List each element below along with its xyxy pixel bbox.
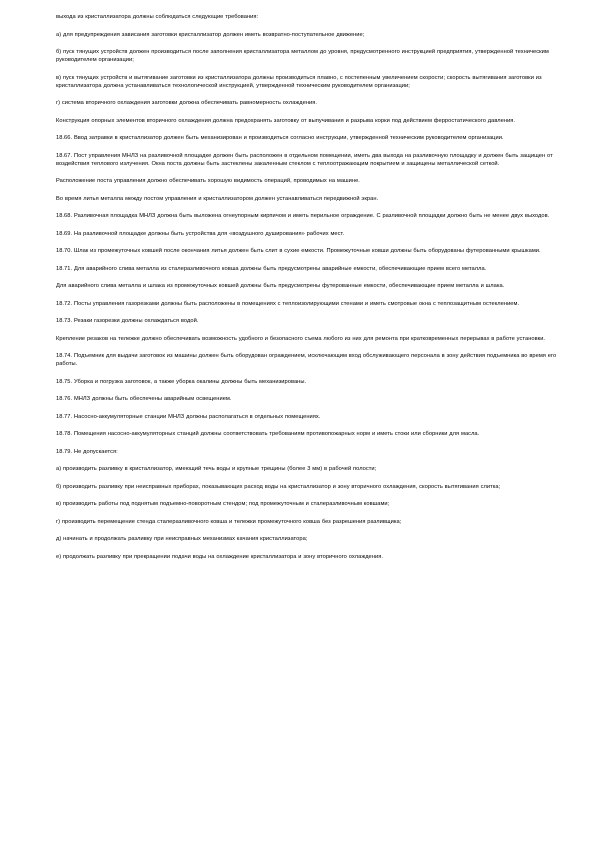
paragraph-continuation: выхода из кристаллизатора должны соблюдаться следующие требования: [56, 14, 259, 20]
paragraph-prohibit-b: б) производить разливку при неисправных приборах, показывающих расход воды на кристаллизатор и зону вторичного охлаждения, скорость вытягивания слитка; [56, 483, 501, 490]
paragraph-prohibit-g: г) производить перемещение стенда сталеразливочного ковша и тележки промежуточного ковша без разрешения разливщика; [56, 518, 402, 525]
paragraph-18-75: 18.75. Уборка и погрузка заготовок, а также уборка окалины должны быть механизированы. [56, 378, 307, 385]
paragraph-18-73: 18.73. Резаки газорезки должны охлаждаться водой. [56, 318, 199, 324]
paragraph-18-72: 18.72. Посты управления газорезками должны быть расположены в помещениях с теплоизолирующими стенами и иметь смотровые окна с теплозащитным остеклением. [56, 300, 520, 307]
paragraph-18-77: 18.77. Насосно-аккумуляторные станции МНЛЗ должны располагаться в отдельных помещениях. [56, 413, 321, 420]
paragraph-screen: Во время литья металла между постом управления и кристаллизатором должен устанавливаться передвижной экран. [56, 195, 379, 202]
paragraph-18-67: 18.67. Пост управления МНЛЗ на разливочной площадке должен быть расположен в отдельном помещении, иметь два выхода на разливочную площадку и должен быть защищен от воздействия теплового излучения. Окна поста должны быть застеклены закаленным стеклом с теплоотражающим покрытием и защищены металлической сеткой. [56, 152, 553, 167]
paragraph-item-v: в) пуск тянущих устройств и вытягивание заготовки из кристаллизатора должны производиться плавно, с постепенным увеличением скорости; скорость вытягивания заготовки из кристаллизатора должна устанавливаться технологической инструкцией, утвержденной техническим руководителем организации; [56, 74, 542, 89]
paragraph-post-visibility: Расположение поста управления должно обеспечивать хорошую видимость операций, проводимых на машине. [56, 178, 360, 184]
paragraph-prohibit-d: д) начинать и продолжать разливку при неисправных механизмах качания кристаллизатора; [56, 536, 308, 542]
paragraph-18-76: 18.76. МНЛЗ должны быть обеспечены аварийным освещением. [56, 396, 232, 402]
paragraph-slag-overflow: Для аварийного слива металла и шлака из промежуточных ковшей должны быть предусмотрены футерованные емкости, обеспечивающие прием металла и шлака. [56, 283, 505, 289]
paragraph-18-71: 18.71. Для аварийного слива металла из сталеразливочного ковша должны быть предусмотрены аварийные емкости, обеспечивающие прием всего металла. [56, 265, 487, 272]
paragraph-18-78: 18.78. Помещения насосно-аккумуляторных станций должны соответствовать требованиям противопожарных норм и иметь стоки или сборники для масла. [56, 431, 480, 437]
paragraph-cutter-mount: Крепление резаков на тележке должно обеспечивать возможность удобного и безопасного съема любого из них для ремонта при кратковременных перерывах в работе установки. [56, 335, 546, 342]
paragraph-18-70: 18.70. Шлак из промежуточных ковшей после окончания литья должен быть слит в сухие емкости. Промежуточные ковши должны быть оборудованы футерованными крышками. [56, 248, 541, 254]
paragraph-18-69: 18.69. На разливочной площадке должны быть устройства для «воздушного душирования» рабочих мест. [56, 230, 345, 237]
paragraph-18-74: 18.74. Подъемник для выдачи заготовок из машины должен быть оборудован ограждением, исключающим вход обслуживающего персонала в зону действия подъемника во время его работы. [56, 353, 557, 367]
paragraph-item-b: б) пуск тянущих устройств должен производиться после заполнения кристаллизатора металлом до уровня, предусмотренного инструкцией предприятия, утвержденной техническим руководителем организации; [56, 49, 549, 63]
paragraph-18-68: 18.68. Разливочная площадка МНЛЗ должна быть выложена огнеупорным кирпичом и иметь перильное ограждение. С разливочной площадки должно быть не менее двух выходов. [56, 213, 550, 219]
paragraph-prohibit-v: в) производить работы под поднятым подъемно-поворотным стендом; под промежуточным и сталеразливочным ковшами; [56, 501, 390, 507]
paragraph-item-g: г) система вторичного охлаждения заготовки должна обеспечивать равномерность охлаждения. [56, 100, 318, 106]
paragraph-18-66: 18.66. Ввод затравки в кристаллизатор должен быть механизирован и производиться согласно инструкции, утвержденной техническим руководителем организации. [56, 135, 504, 141]
paragraph-18-79: 18.79. Не допускается: [56, 448, 118, 455]
paragraph-secondary-cooling: Конструкция опорных элементов вторичного охлаждения должна предохранять заготовку от выпучивания и разрыва корки под действием ферростатического давления. [56, 117, 516, 124]
paragraph-prohibit-e: е) продолжать разливку при прекращении подачи воды на охлаждение кристаллизатора и зону вторичного охлаждения. [56, 553, 383, 560]
paragraph-item-a: а) для предупреждения зависания заготовки кристаллизатор должен иметь возвратно-поступательное движение; [56, 31, 365, 38]
paragraph-prohibit-a: а) производить разливку в кристаллизатор, имеющий течь воды и крупные трещины (более 3 мм) в рабочей полости; [56, 466, 377, 472]
document-body [56, 13, 565, 570]
